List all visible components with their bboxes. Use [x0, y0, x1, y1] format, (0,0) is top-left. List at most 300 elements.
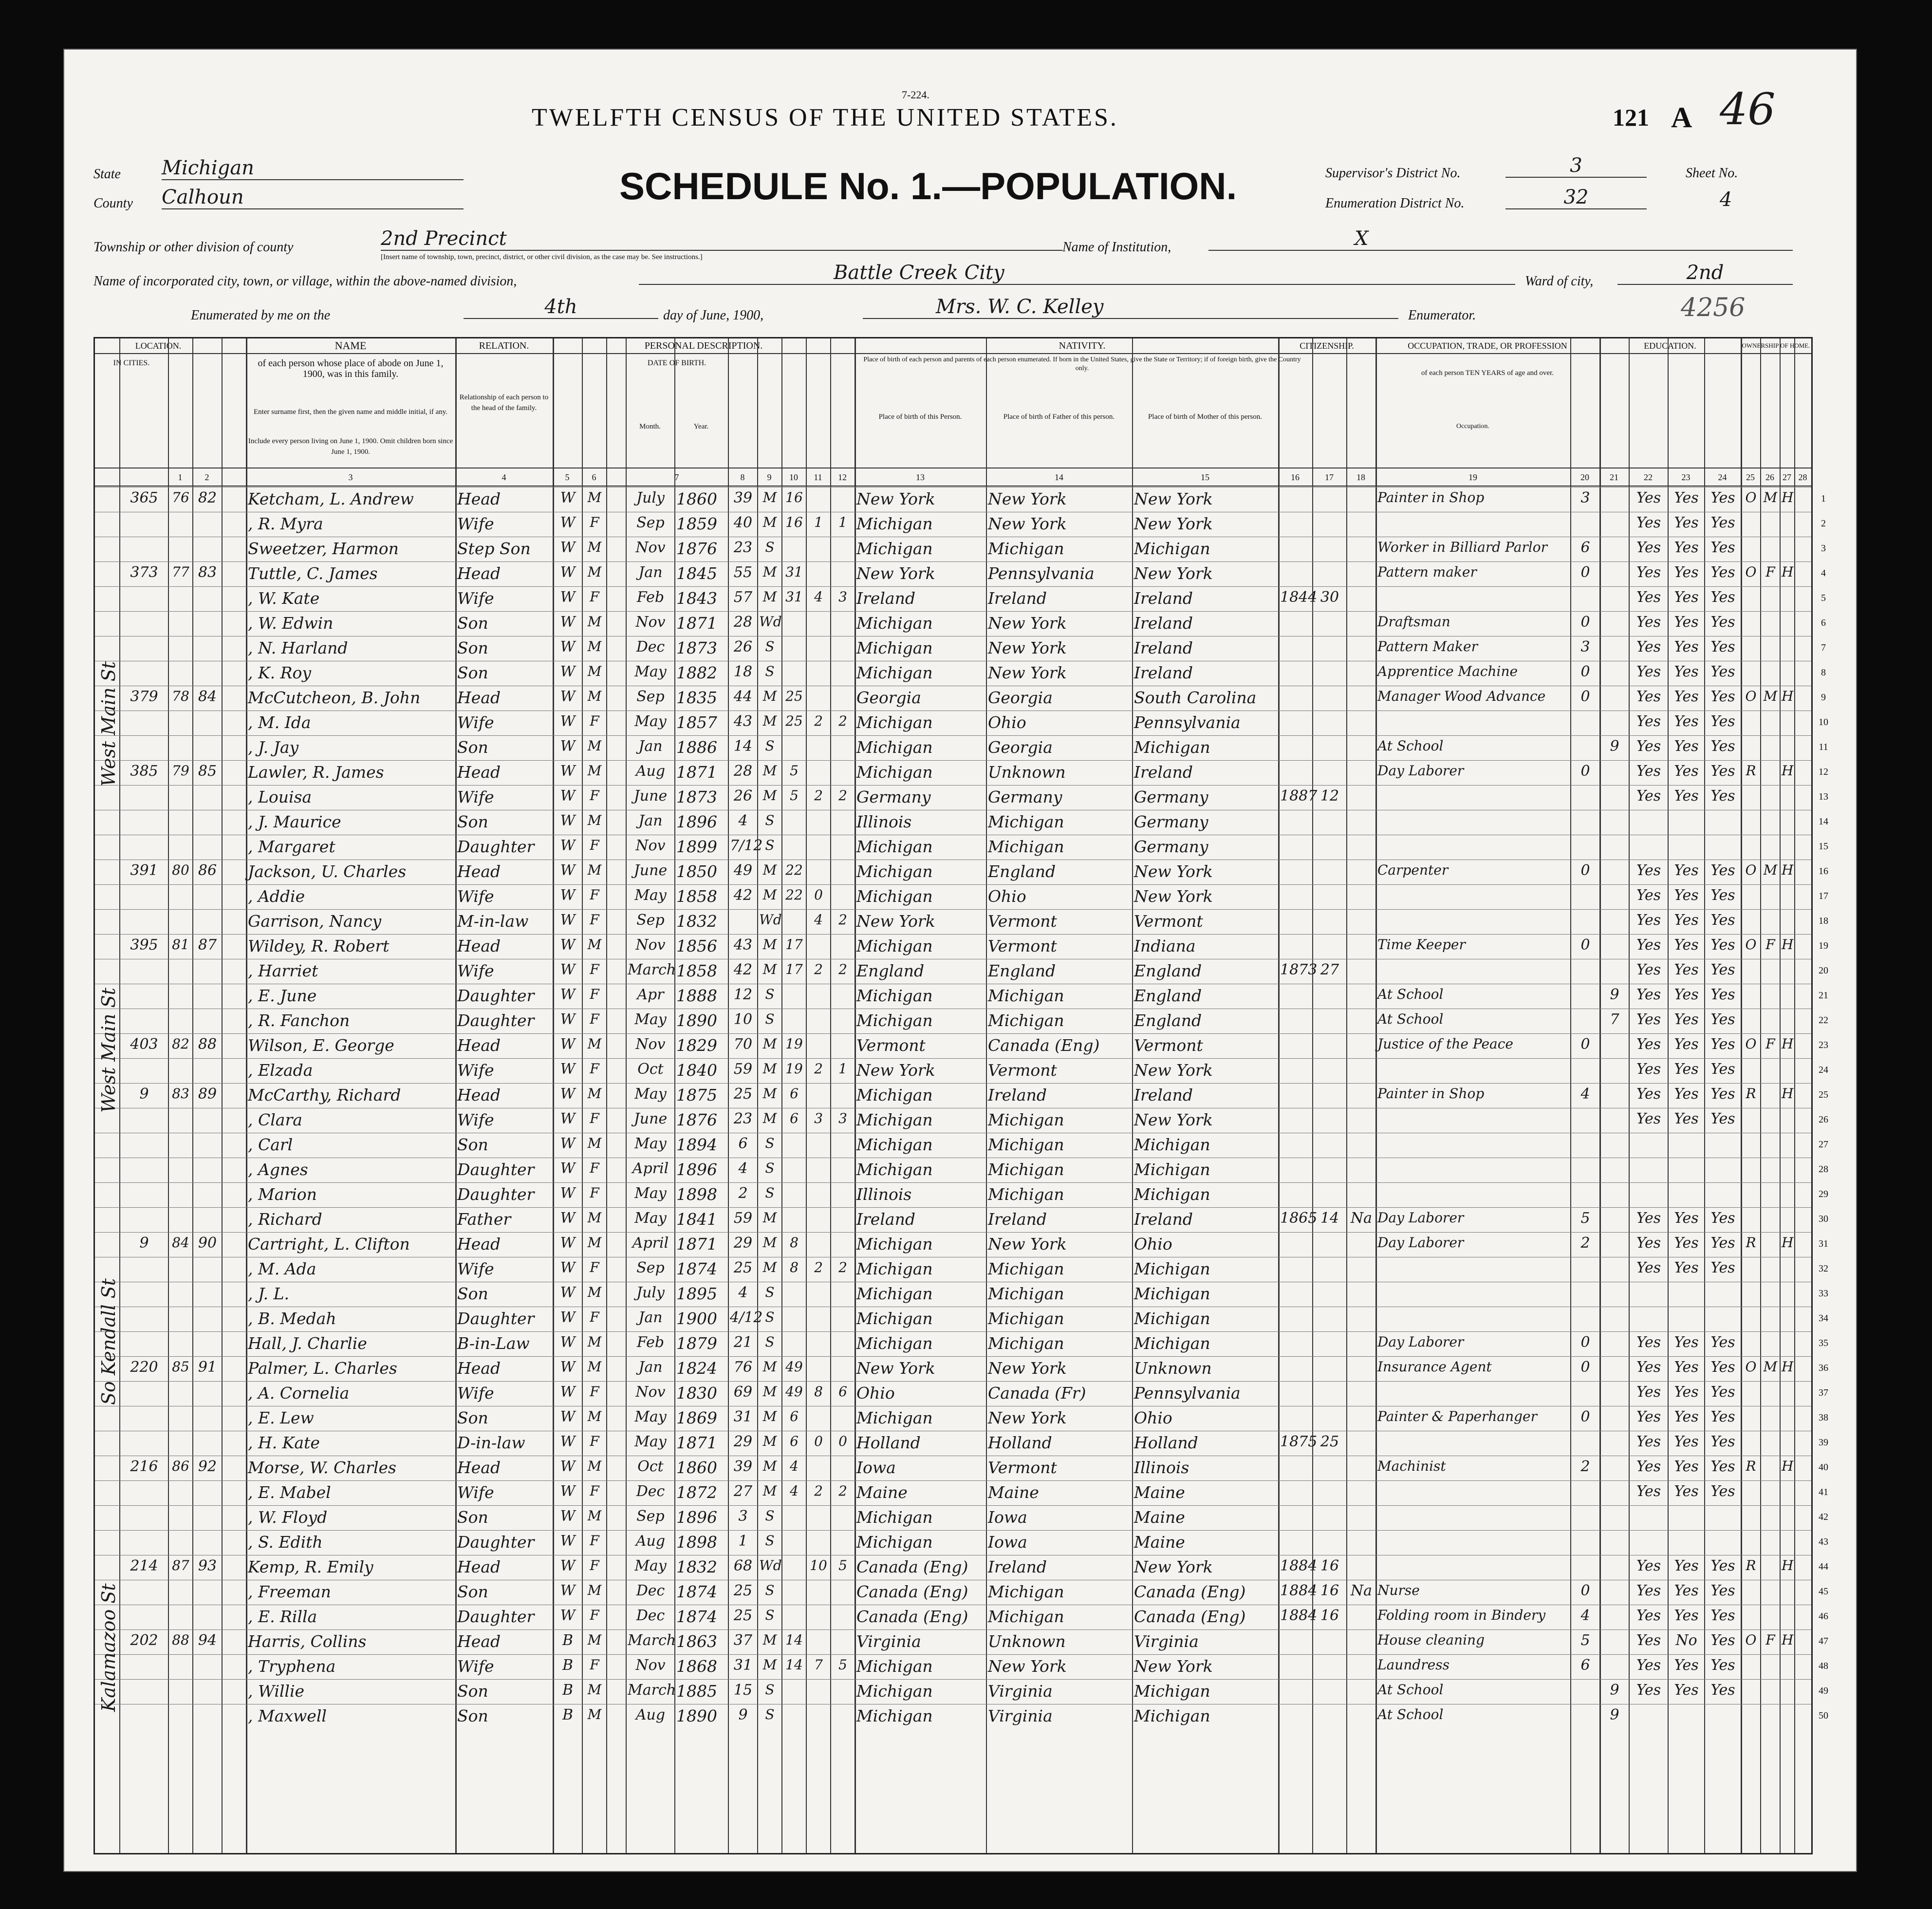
cell-mar: S: [765, 1533, 775, 1549]
cell-imm: [1280, 1483, 1311, 1504]
cell-rel: Father: [457, 1210, 511, 1229]
cell-rel: Wife: [457, 1657, 494, 1676]
cell-sex: M: [587, 1682, 602, 1698]
sheet-label: Sheet No.: [1686, 166, 1738, 181]
cell-rel: Head: [457, 1235, 501, 1254]
cell-fam: 86: [198, 862, 217, 879]
column-number: 5: [565, 472, 570, 482]
cell-age: 27: [733, 1483, 753, 1500]
cell-nat: [1348, 738, 1375, 759]
cell-age: 23: [733, 1110, 753, 1127]
cell-wr: [1670, 837, 1703, 859]
cell-pobm: Michigan: [1134, 1135, 1210, 1154]
cell-rel: Son: [457, 1284, 488, 1303]
hdr-occupation: OCCUPATION, TRADE, OR PROFESSION: [1408, 341, 1567, 351]
cell-dw: [170, 1135, 191, 1157]
cell-sp: [1706, 837, 1740, 859]
cell-pobm: Germany: [1134, 787, 1208, 806]
cell-yr: 1835: [676, 688, 717, 707]
line-number: 13: [1819, 791, 1828, 802]
cell-pobf: Vermont: [988, 1061, 1057, 1080]
cell-pobf: New York: [988, 663, 1067, 682]
cell-dw: [170, 1433, 191, 1455]
cell-mu: [1572, 1557, 1598, 1579]
cell-pobm: Ohio: [1134, 1408, 1172, 1427]
cell-pobf: New York: [988, 614, 1067, 633]
cell-nat: [1348, 1657, 1375, 1678]
cell-yus: [1314, 1036, 1345, 1057]
cell-yus: [1314, 1508, 1345, 1529]
cell-mu: 0: [1580, 1359, 1590, 1376]
cell-mu: [1572, 986, 1598, 1008]
cell-ym: [783, 1607, 805, 1628]
cell-wr: Yes: [1674, 713, 1699, 730]
cell-fam: [194, 1061, 221, 1082]
cell-sex: M: [587, 539, 602, 555]
cell-mu: 2: [1580, 1235, 1590, 1252]
cell-nat: [1348, 1359, 1375, 1380]
cell-age: 25: [733, 1259, 753, 1276]
cell-occ: [1377, 1557, 1569, 1579]
cell-pobm: Michigan: [1134, 1706, 1210, 1725]
line-number: 32: [1819, 1263, 1828, 1274]
cell-house: 202: [130, 1632, 158, 1649]
cell-mo: Feb: [636, 589, 665, 606]
cell-imm: [1280, 1533, 1311, 1554]
cell-wr: Yes: [1674, 1011, 1699, 1028]
cell-dw: 78: [172, 688, 189, 704]
cell-age: 4: [738, 812, 748, 829]
cell-mo: Jan: [638, 812, 663, 829]
cell-rel: Son: [457, 738, 488, 757]
cell-pobm: England: [1134, 1011, 1202, 1030]
cell-mu: [1572, 1508, 1598, 1529]
cell-imm: [1280, 1334, 1311, 1355]
cell-yr: 1832: [676, 1557, 717, 1576]
cell-mc: [808, 1086, 829, 1107]
cell-sex: F: [590, 961, 599, 977]
cell-yr: 1895: [676, 1284, 717, 1303]
cell-occ: Draftsman: [1377, 614, 1450, 630]
cell-mu: [1572, 589, 1598, 610]
cell-pob: Michigan: [856, 738, 933, 757]
cell-mar: M: [762, 1036, 777, 1052]
cell-age: 44: [733, 688, 753, 705]
cell-rd: Yes: [1636, 1384, 1661, 1401]
cell-mc: 2: [814, 713, 823, 729]
cell-name: , B. Medah: [248, 1309, 336, 1328]
cell-yus: [1314, 812, 1345, 834]
cell-pobf: England: [988, 961, 1056, 980]
cell-color: W: [560, 1458, 576, 1475]
cell-rd: [1631, 812, 1667, 834]
line-number: 18: [1819, 916, 1828, 926]
cell-yus: [1314, 1657, 1345, 1678]
cell-sex: M: [587, 1408, 602, 1424]
cell-occ: [1377, 1384, 1569, 1405]
cell-mc: [808, 564, 829, 585]
cell-occ: [1377, 589, 1569, 610]
cell-yr: 1850: [676, 862, 717, 881]
cell-rel: Head: [457, 763, 501, 782]
cell-mo: Oct: [637, 1061, 664, 1078]
cell-mo: June: [633, 787, 668, 805]
cell-wr: Yes: [1674, 1334, 1699, 1351]
cell-fm: [1762, 638, 1779, 660]
cell-mo: May: [634, 1557, 667, 1574]
cell-occ: At School: [1377, 1011, 1444, 1027]
cell-color: W: [560, 936, 576, 954]
cell-dw: [170, 1657, 191, 1678]
cell-cl: [832, 1135, 854, 1157]
line-number: 42: [1819, 1512, 1828, 1522]
ed-value: 32: [1505, 186, 1647, 209]
cell-mc: [808, 1185, 829, 1206]
cell-cl: [832, 1284, 854, 1306]
cell-mar: Wd: [759, 912, 782, 928]
cell-wr: Yes: [1674, 986, 1699, 1003]
cell-fam: [194, 1309, 221, 1330]
cell-rel: Wife: [457, 787, 494, 806]
cell-nat: [1348, 1384, 1375, 1405]
cell-ym: [783, 1011, 805, 1032]
line-number: 12: [1819, 767, 1828, 777]
column-number: 13: [916, 472, 925, 482]
cell-pob: Vermont: [856, 1036, 926, 1055]
cell-yr: 1890: [676, 1011, 717, 1030]
cell-own: [1743, 1185, 1759, 1206]
cell-cl: [832, 1036, 854, 1057]
cell-mar: M: [762, 1359, 777, 1375]
cell-occ: [1377, 713, 1569, 734]
cell-house: 220: [130, 1359, 158, 1376]
cell-mu: [1572, 1533, 1598, 1554]
table-row: [95, 487, 1826, 512]
cell-wr: [1670, 1706, 1703, 1728]
cell-name: , E. Mabel: [248, 1483, 331, 1502]
line-number: 36: [1819, 1363, 1828, 1373]
cell-mo: April: [632, 1235, 669, 1252]
cell-nat: [1348, 1483, 1375, 1504]
table-row: [95, 1108, 1828, 1133]
cell-mu: 0: [1580, 564, 1590, 581]
cell-sex: F: [590, 1483, 599, 1499]
cell-yus: [1314, 887, 1345, 908]
cell-sex: M: [587, 1632, 602, 1648]
cell-yr: 1869: [676, 1408, 717, 1427]
cell-wr: Yes: [1674, 936, 1699, 954]
cell-nat: [1348, 489, 1375, 511]
cell-occ: Carpenter: [1377, 862, 1449, 878]
cell-color: W: [560, 738, 576, 755]
cell-mc: 2: [814, 961, 823, 977]
cell-rd: Yes: [1636, 1557, 1661, 1574]
cell-fm: [1762, 1706, 1779, 1728]
cell-rd: Yes: [1636, 1110, 1661, 1127]
institution-label: Name of Institution,: [1062, 240, 1171, 255]
hdr-location: LOCATION.: [135, 341, 182, 351]
cell-fam: [194, 1185, 221, 1206]
cell-imm: [1280, 1259, 1311, 1281]
cell-pobm: Unknown: [1134, 1359, 1212, 1378]
table-row: [95, 1009, 1828, 1034]
cell-nat: [1348, 1135, 1375, 1157]
cell-mu: 0: [1580, 1582, 1590, 1599]
cell-mo: Feb: [636, 1334, 665, 1351]
cell-name: , E. Rilla: [248, 1607, 317, 1626]
cell-fh: [1782, 663, 1793, 685]
cell-mc: [808, 837, 829, 859]
cell-mc: 4: [814, 589, 823, 605]
cell-dw: 77: [172, 564, 189, 580]
cell-pobm: Michigan: [1134, 1284, 1210, 1303]
cell-own: [1743, 1160, 1759, 1181]
cell-pobf: New York: [988, 514, 1067, 533]
hdr-citizenship: CITIZENSHIP.: [1300, 341, 1354, 351]
cell-pobf: Ohio: [988, 713, 1026, 732]
cell-sex: M: [587, 663, 602, 679]
cell-pobm: Canada (Eng): [1134, 1582, 1246, 1601]
cell-ym: [783, 1334, 805, 1355]
cell-pobf: Virginia: [988, 1706, 1053, 1725]
cell-rel: Wife: [457, 1110, 494, 1129]
cell-sex: F: [590, 1110, 599, 1126]
roll-number: 4256: [1681, 293, 1746, 322]
cell-rd: Yes: [1636, 1061, 1661, 1078]
line-number: 7: [1821, 642, 1826, 653]
table-row: [95, 1058, 1828, 1084]
cell-color: B: [562, 1706, 574, 1723]
cell-pobf: Michigan: [988, 1582, 1064, 1601]
cell-fh: [1782, 1657, 1793, 1678]
cell-sex: F: [590, 912, 599, 928]
line-number: 9: [1821, 692, 1826, 703]
cell-color: B: [562, 1657, 574, 1674]
cell-house: [121, 812, 167, 834]
cell-name: , Harriet: [248, 961, 318, 980]
line-number: 28: [1819, 1164, 1828, 1175]
table-row: [95, 760, 1828, 786]
cell-fm: [1762, 1309, 1779, 1330]
cell-rel: Son: [457, 1508, 488, 1527]
cell-imm: [1280, 688, 1311, 710]
cell-fm: [1762, 1483, 1779, 1504]
cell-own: [1743, 1483, 1759, 1504]
hdr-in-cities: IN CITIES.: [113, 359, 150, 367]
cell-fh: [1782, 1384, 1793, 1405]
cell-cl: 2: [838, 961, 847, 977]
hdr-nativity-desc: Place of birth of each person and parents of each person enumerated. If born in the United States, give the State or Territory; if of foreign birth, give the Country only.: [863, 356, 1301, 372]
cell-yr: 1898: [676, 1533, 717, 1552]
table-row: [95, 1158, 1828, 1183]
cell-mc: 3: [814, 1110, 823, 1126]
cell-nat: [1348, 1533, 1375, 1554]
cell-rel: Son: [457, 1408, 488, 1427]
line-number: 5: [1821, 593, 1826, 603]
cell-ym: 6: [790, 1433, 799, 1449]
cell-fam: [194, 1011, 221, 1032]
cell-fam: 88: [198, 1036, 217, 1053]
cell-sex: M: [587, 614, 602, 630]
cell-mu: [1572, 1160, 1598, 1181]
cell-nat: [1348, 539, 1375, 561]
cell-dw: 76: [172, 489, 189, 505]
cell-mc: [808, 1210, 829, 1231]
line-number: 22: [1819, 1015, 1828, 1026]
cell-age: 29: [733, 1235, 753, 1252]
cell-occ: Folding room in Bindery: [1377, 1607, 1546, 1623]
cell-rel: Head: [457, 1359, 501, 1378]
cell-fam: [194, 1259, 221, 1281]
cell-fm: [1762, 1433, 1779, 1455]
line-number: 33: [1819, 1288, 1828, 1299]
street-label: West Main St: [98, 661, 119, 786]
cell-pob: Michigan: [856, 1533, 933, 1552]
cell-dw: [170, 1384, 191, 1405]
cell-name: Garrison, Nancy: [248, 912, 382, 931]
cell-sex: M: [587, 688, 602, 704]
cell-own: [1743, 787, 1759, 809]
cell-imm: [1280, 1185, 1311, 1206]
cell-color: W: [560, 1309, 576, 1326]
cell-yus: [1314, 763, 1345, 784]
column-number: 16: [1291, 472, 1300, 482]
cell-yr: 1873: [676, 638, 717, 657]
cell-color: W: [560, 539, 576, 556]
cell-sp: Yes: [1710, 589, 1735, 606]
line-number: 30: [1819, 1214, 1828, 1224]
enum-day: 4th: [464, 296, 658, 319]
cell-rd: Yes: [1636, 787, 1661, 805]
cell-house: [121, 1284, 167, 1306]
cell-fh: H: [1782, 862, 1794, 878]
cell-occ: [1377, 961, 1569, 983]
line-number: 24: [1819, 1065, 1828, 1075]
cell-mc: [808, 1408, 829, 1430]
table-row: [95, 934, 1828, 959]
cell-fam: [194, 713, 221, 734]
cell-nat: [1348, 1011, 1375, 1032]
cell-name: Cartright, L. Clifton: [248, 1235, 410, 1254]
table-row: [95, 1605, 1828, 1630]
cell-wr: Yes: [1674, 1086, 1699, 1103]
line-number: 16: [1819, 866, 1828, 877]
cell-rd: [1631, 1185, 1667, 1206]
cell-rd: Yes: [1636, 489, 1661, 506]
cell-name: , M. Ada: [248, 1259, 316, 1278]
cell-ym: [783, 539, 805, 561]
cell-age: 43: [733, 713, 753, 730]
cell-occ: Laundress: [1377, 1657, 1449, 1673]
cell-nat: [1348, 663, 1375, 685]
cell-fh: [1782, 912, 1793, 933]
cell-pobf: Virginia: [988, 1682, 1053, 1701]
cell-wr: Yes: [1674, 763, 1699, 780]
cell-nat: [1348, 1309, 1375, 1330]
cell-cl: [832, 738, 854, 759]
cell-mar: M: [762, 1458, 777, 1474]
cell-fam: [194, 1384, 221, 1405]
cell-sex: F: [590, 887, 599, 903]
cell-sp: [1706, 1185, 1740, 1206]
cell-mo: May: [634, 1011, 667, 1028]
cell-sex: F: [590, 1384, 599, 1400]
table-row: [95, 1083, 1828, 1108]
ward-label: Ward of city,: [1525, 274, 1594, 289]
cell-rd: Yes: [1636, 936, 1661, 954]
cell-age: 6: [738, 1135, 748, 1152]
line-number: 27: [1819, 1139, 1828, 1150]
cell-sex: M: [587, 936, 602, 953]
cell-fam: [194, 1607, 221, 1628]
cell-occ: Painter & Paperhanger: [1377, 1408, 1537, 1424]
cell-mu: 0: [1580, 1334, 1590, 1351]
cell-age: 55: [733, 564, 753, 581]
cell-pobf: Canada (Eng): [988, 1036, 1100, 1055]
cell-nat: [1348, 589, 1375, 610]
cell-cl: [832, 1235, 854, 1256]
cell-rel: Head: [457, 688, 501, 707]
cell-rd: [1631, 1160, 1667, 1181]
cell-yus: [1314, 1334, 1345, 1355]
cell-age: 9: [738, 1706, 748, 1723]
cell-fam: 94: [198, 1632, 217, 1649]
cell-mar: M: [762, 564, 777, 580]
cell-fm: [1762, 614, 1779, 635]
schedule-title: SCHEDULE No. 1.—POPULATION.: [619, 165, 1237, 207]
cell-ym: [783, 1557, 805, 1579]
cell-fh: [1782, 1185, 1793, 1206]
cell-rel: Son: [457, 812, 488, 831]
cell-sex: F: [590, 1185, 599, 1201]
cell-yr: 1868: [676, 1657, 717, 1676]
column-number: 26: [1765, 472, 1774, 482]
cell-sp: Yes: [1710, 1210, 1735, 1227]
cell-imm: [1280, 564, 1311, 585]
cell-yus: [1314, 1533, 1345, 1554]
cell-cl: [832, 688, 854, 710]
cell-house: [121, 961, 167, 983]
cell-pobf: Vermont: [988, 912, 1057, 931]
hdr-relation: RELATION.: [479, 340, 529, 351]
line-number: 26: [1819, 1114, 1828, 1125]
cell-imm: [1280, 489, 1311, 511]
cell-sp: Yes: [1710, 1334, 1735, 1351]
hdr-year: Year.: [693, 423, 709, 430]
cell-fam: [194, 986, 221, 1008]
cell-imm: [1280, 912, 1311, 933]
cell-name: Wilson, E. George: [248, 1036, 394, 1055]
line-number: 50: [1819, 1710, 1828, 1721]
cell-rel: Wife: [457, 1061, 494, 1080]
cell-yus: [1314, 663, 1345, 685]
cell-wr: Yes: [1674, 1682, 1699, 1699]
cell-pob: Michigan: [856, 1160, 933, 1179]
cell-pob: Michigan: [856, 638, 933, 657]
cell-cl: 2: [838, 912, 847, 928]
cell-rel: Wife: [457, 887, 494, 906]
cell-house: [121, 1682, 167, 1703]
cell-mc: [808, 1582, 829, 1604]
cell-name: Lawler, R. James: [248, 763, 384, 782]
cell-dw: 80: [172, 862, 189, 878]
cell-pob: Michigan: [856, 1135, 933, 1154]
cell-wr: Yes: [1674, 1657, 1699, 1674]
cell-yr: 1896: [676, 1160, 717, 1179]
cell-rel: Daughter: [457, 1309, 535, 1328]
table-row: [95, 1580, 1828, 1605]
cell-imm: [1280, 638, 1311, 660]
